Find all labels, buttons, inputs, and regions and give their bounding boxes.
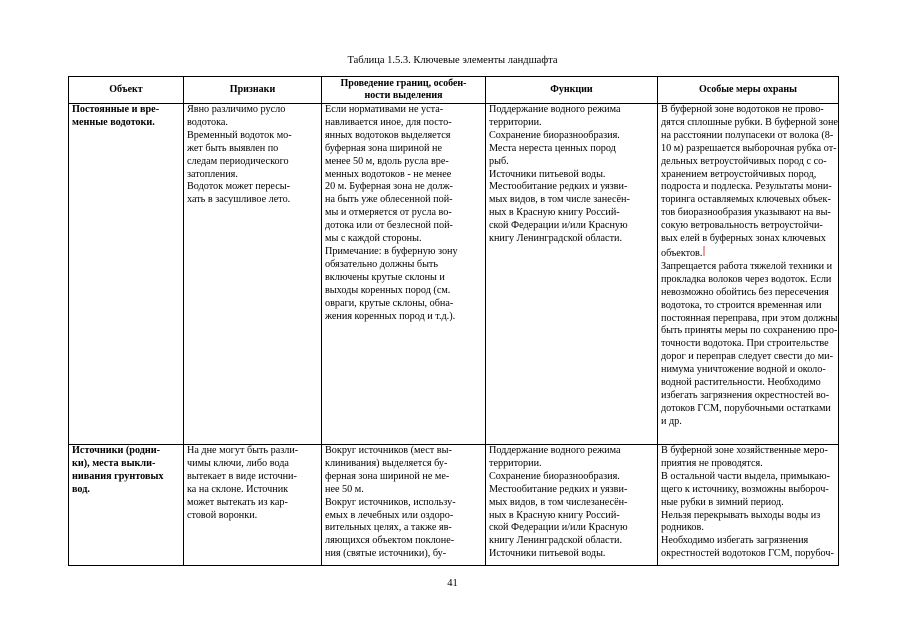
cell-object bbox=[69, 104, 184, 445]
cell-text-line: мых видов, в том числе занесён- bbox=[489, 194, 630, 206]
cell-text-line: буферная зона шириной не bbox=[325, 142, 442, 154]
cell-text-line: включены крутые склоны и bbox=[325, 271, 445, 283]
cell-text-line: Поддержание водного режима bbox=[489, 445, 621, 456]
cell-text-line: окрестностей водотоков ГСМ, порубоч- bbox=[661, 548, 834, 560]
cell-signs bbox=[184, 445, 322, 566]
cell-text-line: янных водотоков выделяется bbox=[325, 129, 451, 141]
cell-boundaries bbox=[322, 104, 486, 445]
cell-text-line: 10 м) разрешается выборочная рубка от- bbox=[661, 142, 837, 154]
cell-text-line: приятия не проводятся. bbox=[661, 457, 763, 469]
cell-text-line: и др. bbox=[661, 415, 682, 427]
cell-text-line: ные рубки в зимний период. bbox=[661, 496, 784, 508]
cell-text-line: менных водотоков - не менее bbox=[325, 168, 452, 180]
cell-text-line: ка на склоне. Источник bbox=[187, 483, 289, 495]
cell-text-line: Водоток может пересы- bbox=[187, 181, 290, 193]
cell-text-line: Источники питьевой воды. bbox=[489, 168, 606, 180]
cell-text-line: сокую ветровальность ветроустойчи- bbox=[661, 220, 823, 232]
cell-text-line: стовой воронки. bbox=[187, 509, 258, 521]
cell-text-line: щего к источнику, возможны выбороч- bbox=[661, 483, 829, 495]
cell-text-line: на быть уже облесенной пой- bbox=[325, 194, 453, 206]
cell-text-line: В остальной части выдела, примыкаю- bbox=[661, 470, 830, 482]
cell-text-line: следам периодического bbox=[187, 155, 289, 167]
cell-text-line: дорог и переправ следует свести до ми- bbox=[661, 351, 833, 363]
cell-text-line: ных в Красную книгу Россий- bbox=[489, 207, 620, 219]
cell-text-line: Запрещается работа тяжелой техники и bbox=[661, 260, 833, 272]
cell-text-line: 20 м. Буферная зона не долж- bbox=[325, 181, 453, 193]
table-row bbox=[69, 445, 839, 566]
header-object: Объект bbox=[69, 77, 184, 104]
cell-text-line: вых елей в буферных зонах ключевых bbox=[661, 233, 826, 245]
cell-signs bbox=[184, 104, 322, 445]
table-caption: Таблица 1.5.3. Ключевые элементы ландшафта bbox=[347, 55, 558, 66]
cell-text-line: вительных целях, а также яв- bbox=[325, 522, 452, 534]
cell-text-line: невозможно обойтись без пересечения bbox=[661, 286, 829, 298]
cell-text-line: Если нормативами не уста- bbox=[325, 104, 444, 115]
cell-text-line: Источники питьевой воды. bbox=[489, 548, 606, 560]
text-cursor bbox=[703, 246, 705, 256]
cell-text-line: нимума уничтожение водной и около- bbox=[661, 364, 826, 376]
cell-text-line: Источники (родни- bbox=[72, 445, 161, 456]
cell-text-line: затопления. bbox=[187, 168, 238, 180]
cell-text-line: ных в Красную книгу Россий- bbox=[489, 509, 620, 521]
cell-text-line: На дне могут быть разли- bbox=[187, 445, 299, 456]
landscape-elements-table bbox=[68, 76, 839, 566]
cell-text-line: В буферной зоне водотоков не прово- bbox=[661, 104, 824, 115]
cell-text-line: территории. bbox=[489, 457, 542, 469]
cell-text-line: ния (святые источники), бу- bbox=[325, 548, 447, 560]
cell-text-line: дотоков ГСМ, порубочными остатками bbox=[661, 402, 831, 414]
cell-text-line: Вокруг источников, использу- bbox=[325, 496, 456, 508]
page-number: 41 bbox=[447, 578, 458, 589]
cell-text-line: водотока, то строится временная или bbox=[661, 299, 822, 311]
cell-text-line: Местообитание редких и уязви- bbox=[489, 181, 628, 193]
cell-text-line: менее 50 м, вдоль русла вре- bbox=[325, 155, 449, 167]
cell-text-line: книгу Ленинградской области. bbox=[489, 233, 623, 245]
cell-text-line: дотока или от безлесной пой- bbox=[325, 220, 453, 232]
cell-text-line: объектов. bbox=[661, 246, 835, 261]
cell-text-line: мы с каждой стороны. bbox=[325, 233, 422, 245]
cell-text-line: точности водотока. При строительстве bbox=[661, 338, 829, 350]
header-protection: Особые меры охраны bbox=[658, 77, 839, 104]
cell-text-line: чимы ключи, либо вода bbox=[187, 457, 289, 469]
cell-text-line: Вокруг источников (мест вы- bbox=[325, 445, 452, 456]
header-boundaries bbox=[322, 77, 486, 104]
cell-text-line: нее 50 м. bbox=[325, 483, 364, 495]
cell-text-line: нивания грунтовых bbox=[72, 470, 164, 482]
cell-text-line: мы и отмеряется от русла во- bbox=[325, 207, 452, 219]
cell-text-line: Места нереста ценных пород bbox=[489, 142, 616, 154]
header-boundaries-line: Проведение границ, особен- bbox=[340, 78, 467, 89]
cell-text-line: дятся сплошные рубки. В буферной зоне bbox=[661, 116, 838, 128]
cell-text-line: водотока. bbox=[187, 116, 228, 128]
cell-text-line: хать в засушливое лето. bbox=[187, 194, 291, 206]
cell-text-line: вытекает в виде источни- bbox=[187, 470, 297, 482]
cell-text-line: ской Федерации и/или Красную bbox=[489, 522, 628, 534]
cell-functions bbox=[486, 445, 658, 566]
table-header-row bbox=[69, 77, 839, 104]
header-functions: Функции bbox=[486, 77, 658, 104]
cell-text-line: навливается иное, для посто- bbox=[325, 116, 452, 128]
cell-text-line: рыб. bbox=[489, 155, 509, 167]
cell-text-line: избегать загрязнения окрестностей во- bbox=[661, 389, 830, 401]
cell-text-line: Постоянные и вре- bbox=[72, 104, 160, 115]
cell-text-line: тов биоразнообразия указывают на вы- bbox=[661, 207, 831, 219]
table-row bbox=[69, 104, 839, 445]
cell-text-line: Сохранение биоразнообразия. bbox=[489, 129, 620, 141]
cell-text-line: водной растительности. Необходимо bbox=[661, 377, 821, 389]
cell-text-line: торинга оставляемых ключевых объек- bbox=[661, 194, 831, 206]
cell-text-line: ферная зона шириной не ме- bbox=[325, 470, 450, 482]
cell-text-line: может вытекать из кар- bbox=[187, 496, 288, 508]
cell-text-line: Примечание: в буферную зону bbox=[325, 245, 458, 257]
cell-text-line: ки), места выкли- bbox=[72, 457, 156, 469]
cell-text-line: В буферной зоне хозяйственные меро- bbox=[661, 445, 828, 456]
cell-protection bbox=[658, 104, 839, 445]
cell-text-line: книгу Ленинградской области. bbox=[489, 535, 623, 547]
cell-text-line: Временный водоток мо- bbox=[187, 129, 292, 141]
cell-text-line: обязательно должны быть bbox=[325, 258, 439, 270]
cell-text-line: подроста и подлеска. Результаты мони- bbox=[661, 181, 832, 193]
cell-text-line: территории. bbox=[489, 116, 542, 128]
cell-text-line: мых видов, в том числезанесён- bbox=[489, 496, 628, 508]
cell-text-line: Сохранение биоразнообразия. bbox=[489, 470, 620, 482]
cell-text-line: клинивания) выделяется бу- bbox=[325, 457, 448, 469]
cell-text-line: Нельзя перекрывать выходы воды из bbox=[661, 509, 821, 521]
cell-text-line: менные водотоки. bbox=[72, 116, 155, 128]
header-boundaries-line: ности выделения bbox=[364, 90, 443, 101]
cell-text-line: Поддержание водного режима bbox=[489, 104, 621, 115]
cell-text-line: ляющихся объектом поклоне- bbox=[325, 535, 455, 547]
cell-text-line: дельных ветроустойчивых пород с со- bbox=[661, 155, 827, 167]
cell-boundaries bbox=[322, 445, 486, 566]
cell-functions bbox=[486, 104, 658, 445]
cell-text-line: быть приняты меры по сохранению про- bbox=[661, 325, 838, 337]
cell-text-line: постоянная переправа, при этом должны bbox=[661, 312, 838, 324]
cell-object bbox=[69, 445, 184, 566]
cell-text-line: Необходимо избегать загрязнения bbox=[661, 535, 809, 547]
cell-protection bbox=[658, 445, 839, 566]
cell-text-line: Явно различимо русло bbox=[187, 104, 286, 115]
cell-text-line: Местообитание редких и уязви- bbox=[489, 483, 628, 495]
cell-text-line: жет быть выявлен по bbox=[187, 142, 279, 154]
cell-text-line: выходы коренных пород (см. bbox=[325, 284, 451, 296]
cell-text-line: емых в лечебных или оздоро- bbox=[325, 509, 454, 521]
cell-text-line: овраги, крутые склоны, обна- bbox=[325, 297, 454, 309]
cell-text-line: родников. bbox=[661, 522, 704, 534]
cell-text-line: ской Федерации и/или Красную bbox=[489, 220, 628, 232]
cell-text-line: вод. bbox=[72, 483, 90, 495]
cell-text-line: хранением ветроустойчивых пород, bbox=[661, 168, 817, 180]
cell-text-line: на расстоянии полупасеки от волока (8- bbox=[661, 129, 834, 141]
cell-text-line: прокладка волоков через водоток. Если bbox=[661, 273, 832, 285]
header-signs: Признаки bbox=[184, 77, 322, 104]
cell-text-line: жения коренных пород и т.д.). bbox=[325, 310, 456, 322]
